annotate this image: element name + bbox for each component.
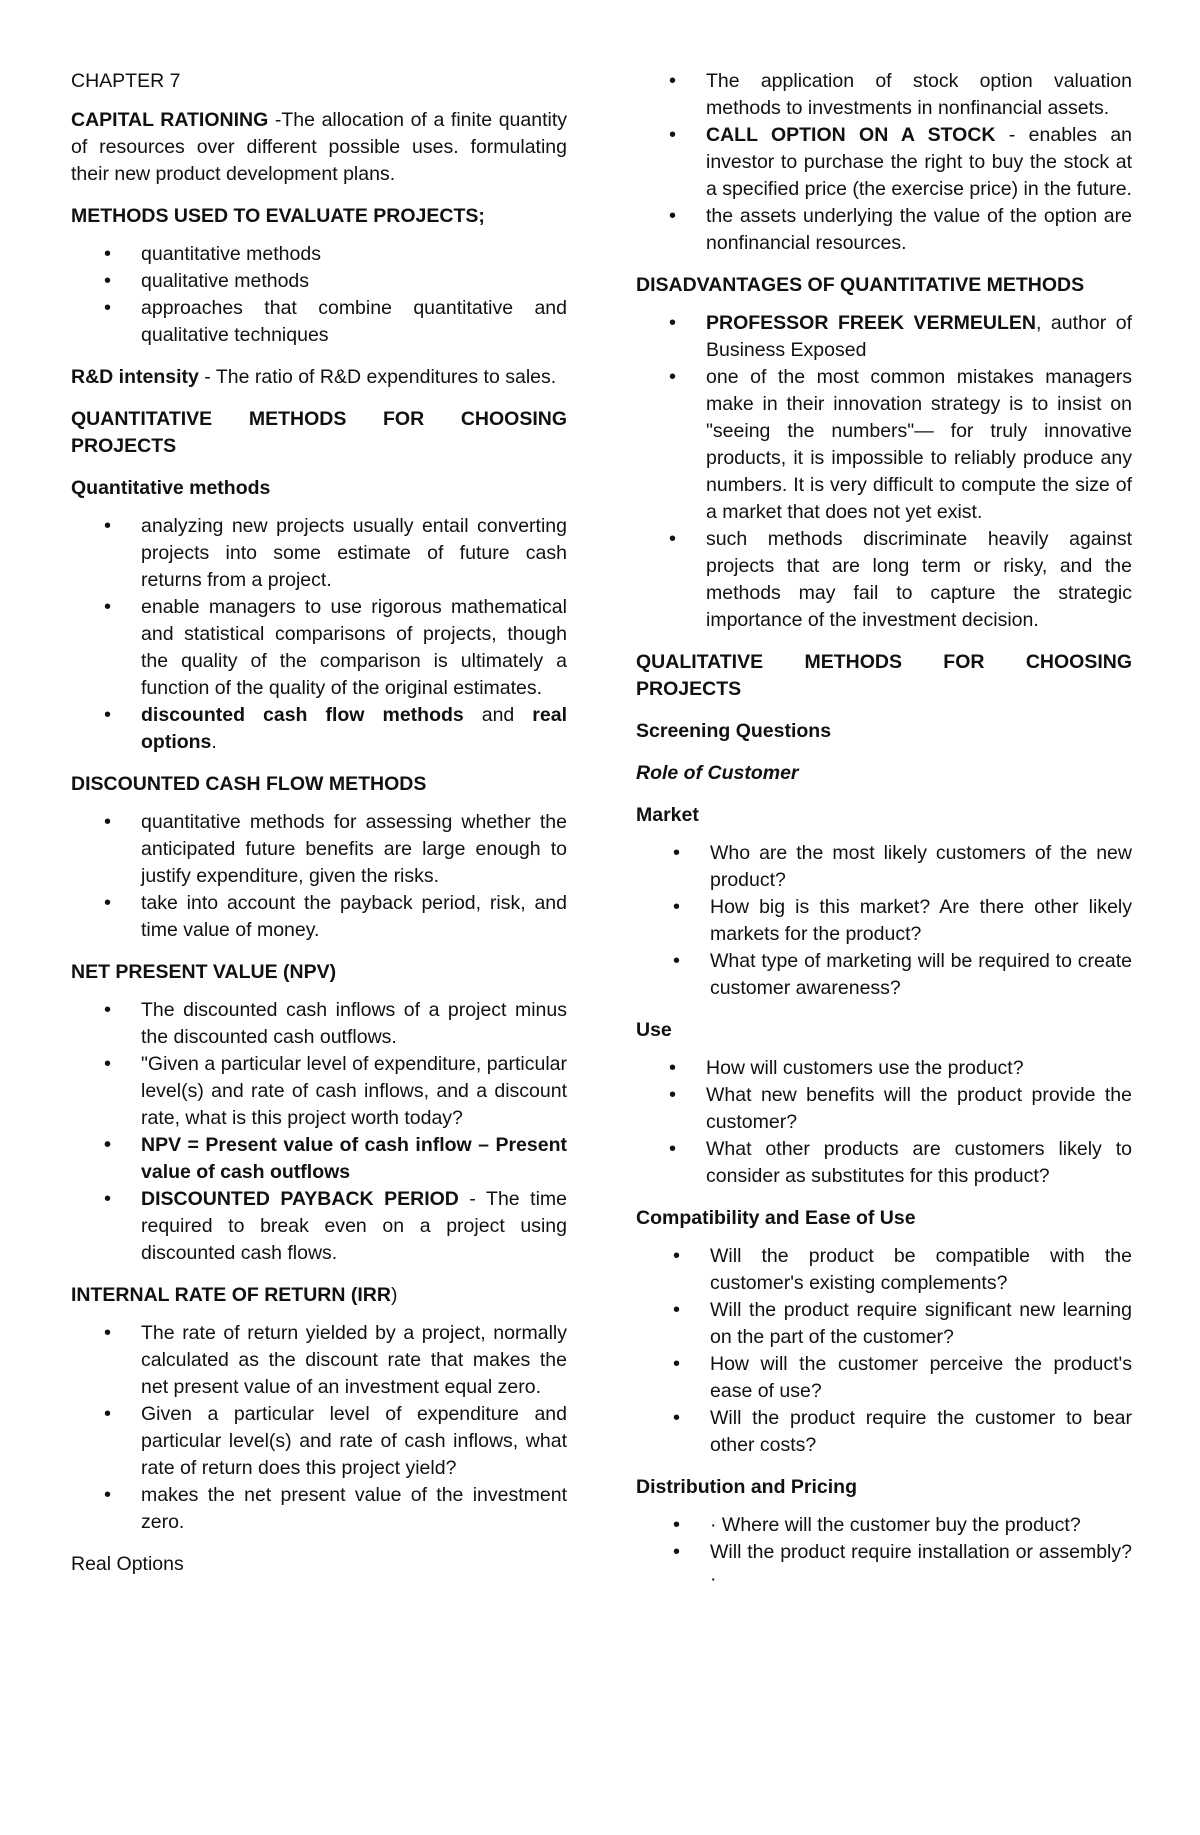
call-option-text: - enables an investor to purchase the right to buy the stock at a specified price (the exercise price) in the future.: [706, 124, 1133, 200]
disadv-list: [636, 310, 1132, 634]
capital-rationing-term: CAPITAL RATIONING: [71, 109, 269, 131]
npv-formula: • NPV = Present value of cash inflow – Present value of cash outflows: [71, 1132, 567, 1186]
npv-list: [71, 997, 567, 1267]
list-item: • the assets underlying the value of the option are nonfinancial resources.: [636, 203, 1132, 257]
capital-rationing-text: -The allocation of a finite quantity of resources over different possible uses. formulating their new product development plans.: [71, 109, 568, 185]
real-options-term: real options: [141, 704, 567, 753]
list-item: • How will the customer perceive the product's ease of use?: [636, 1351, 1132, 1405]
list-item: • qualitative methods: [71, 268, 567, 295]
npv-heading: NET PRESENT VALUE (NPV): [71, 961, 337, 983]
use-list: [636, 1055, 1132, 1190]
list-item: • makes the net present value of the investment zero.: [71, 1482, 567, 1536]
list-item: • Will the product require installation or assembly? ·: [636, 1539, 1132, 1593]
list-item: [71, 702, 567, 756]
list-item: • enable managers to use rigorous mathematical and statistical comparisons of projects, though the quality of the comparison is ultimately a function of the quality of the original estimates.: [71, 594, 567, 702]
list-item: • one of the most common mistakes managers make in their innovation strategy is to insist on "seeing the numbers"— for truly innovative products, it is impossible to reliably produce any numbers. It is very difficult to compute the size of a market that does not yet exist.: [636, 364, 1132, 526]
and-text: and: [463, 704, 533, 726]
list-item: • How big is this market? Are there other likely markets for the product?: [636, 894, 1132, 948]
methods-heading: METHODS USED TO EVALUATE PROJECTS;: [71, 205, 485, 227]
list-item: • such methods discriminate heavily against projects that are long term or risky, and the methods may fail to capture the strategic importance of the investment decision.: [636, 526, 1132, 634]
list-item: • What new benefits will the product provide the customer?: [636, 1082, 1132, 1136]
screening-heading: Screening Questions: [636, 720, 832, 742]
compat-list: [636, 1243, 1132, 1459]
list-item: • The application of stock option valuation methods to investments in nonfinancial assets.: [636, 68, 1132, 122]
payback-term: DISCOUNTED PAYBACK PERIOD: [141, 1188, 459, 1210]
list-item: • take into account the payback period, risk, and time value of money.: [71, 890, 567, 944]
real-options-label: Real Options: [71, 1553, 184, 1575]
list-item: • The discounted cash inflows of a project minus the discounted cash outflows.: [71, 997, 567, 1051]
rd-intensity-term: R&D intensity: [71, 366, 199, 388]
dist-heading: Distribution and Pricing: [636, 1476, 858, 1498]
list-item: • Will the product require significant new learning on the part of the customer?: [636, 1297, 1132, 1351]
dcf-list: [71, 809, 567, 944]
disadv-heading: DISADVANTAGES OF QUANTITATIVE METHODS: [636, 274, 1085, 296]
irr-heading-text: INTERNAL RATE OF RETURN (IRR: [71, 1284, 391, 1306]
list-item: • The rate of return yielded by a project, normally calculated as the discount rate that makes the net present value of an investment equal zero.: [71, 1320, 567, 1401]
use-heading: Use: [636, 1019, 672, 1041]
quant-heading: QUANTITATIVE METHODS FOR CHOOSING PROJECTS: [71, 408, 567, 457]
list-item: • Who are the most likely customers of the new product?: [636, 840, 1132, 894]
market-list: [636, 840, 1132, 1002]
list-item: • approaches that combine quantitative and qualitative techniques: [71, 295, 567, 349]
rd-intensity-paragraph: [71, 364, 567, 391]
call-option-term: CALL OPTION ON A STOCK: [706, 124, 996, 146]
list-item: • · Where will the customer buy the product?: [636, 1512, 1132, 1539]
list-item: • What type of marketing will be required to create customer awareness?: [636, 948, 1132, 1002]
professor-name: PROFESSOR FREEK VERMEULEN: [706, 312, 1036, 334]
market-heading: Market: [636, 804, 699, 826]
list-item: [636, 122, 1132, 203]
compat-heading: Compatibility and Ease of Use: [636, 1207, 916, 1229]
list-item: [636, 310, 1132, 364]
list-item: • How will customers use the product?: [636, 1055, 1132, 1082]
professor-text: , author of Business Exposed: [706, 312, 1132, 361]
irr-list: [71, 1320, 567, 1536]
left-column: [71, 68, 567, 1593]
options-list: [636, 68, 1132, 257]
qual-heading: QUALITATIVE METHODS FOR CHOOSING PROJECTS: [636, 651, 1132, 700]
list-item: • "Given a particular level of expenditure, particular level(s) and rate of cash inflows, and a discount rate, what is this project worth today?: [71, 1051, 567, 1132]
period-text: .: [211, 731, 217, 753]
list-item: • Given a particular level of expenditure and particular level(s) and rate of cash inflows, what rate of return does this project yield?: [71, 1401, 567, 1482]
capital-rationing-paragraph: [71, 107, 567, 188]
list-item: • What other products are customers likely to consider as substitutes for this product?: [636, 1136, 1132, 1190]
rd-intensity-text: - The ratio of R&D expenditures to sales.: [198, 366, 557, 388]
quant-subheading: Quantitative methods: [71, 477, 271, 499]
list-item: • quantitative methods: [71, 241, 567, 268]
quant-list: [71, 513, 567, 756]
right-column: [636, 68, 1132, 1608]
role-heading: Role of Customer: [636, 762, 799, 784]
irr-heading: [71, 1282, 567, 1309]
dcf-heading: DISCOUNTED CASH FLOW METHODS: [71, 773, 427, 795]
list-item: • Will the product require the customer to bear other costs?: [636, 1405, 1132, 1459]
methods-list: [71, 241, 567, 349]
list-item: • analyzing new projects usually entail converting projects into some estimate of future cash returns from a project.: [71, 513, 567, 594]
list-item: [71, 1186, 567, 1267]
chapter-title: CHAPTER 7: [71, 70, 181, 92]
list-item: • quantitative methods for assessing whether the anticipated future benefits are large enough to justify expenditure, given the risks.: [71, 809, 567, 890]
list-item: • Will the product be compatible with the customer's existing complements?: [636, 1243, 1132, 1297]
payback-text: - The time required to break even on a project using discounted cash flows.: [141, 1188, 567, 1264]
irr-heading-end: ): [390, 1284, 398, 1306]
dist-list: [636, 1512, 1132, 1593]
dcf-methods-term: discounted cash flow methods: [141, 704, 464, 726]
